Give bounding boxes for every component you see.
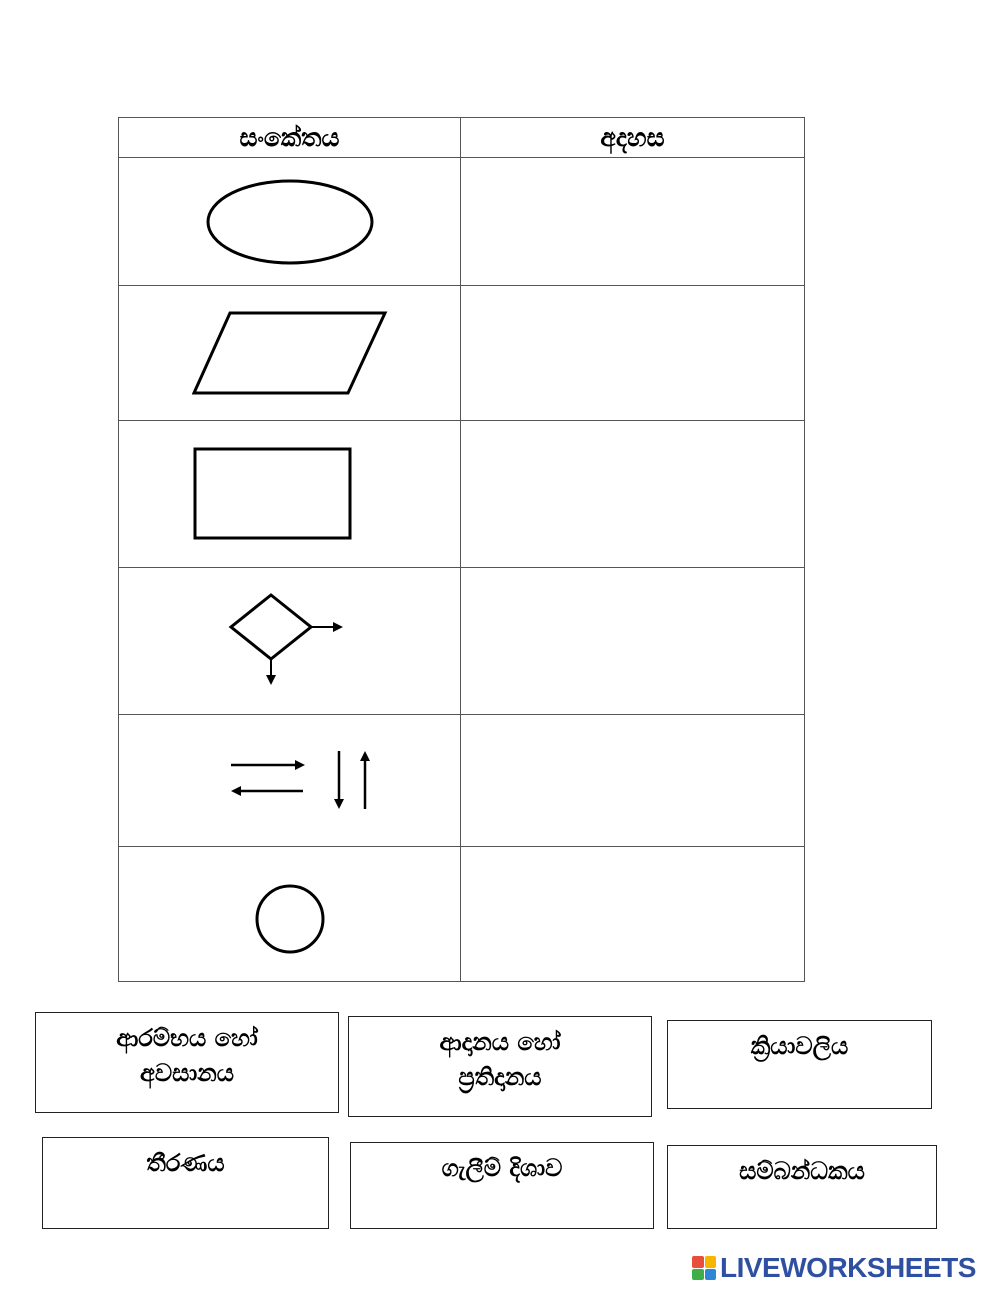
card-line: ආදානය හෝ bbox=[439, 1028, 561, 1056]
table-row bbox=[119, 421, 805, 568]
diamond-decision-icon bbox=[227, 591, 347, 691]
answer-card-decision[interactable] bbox=[42, 1137, 329, 1229]
table-header-row bbox=[119, 118, 805, 158]
card-line: ආරම්භය හෝ bbox=[116, 1024, 258, 1052]
circle-connector-icon bbox=[254, 883, 326, 955]
meaning-drop-zone-3[interactable] bbox=[461, 421, 805, 568]
flow-arrows-icon bbox=[229, 749, 379, 813]
meaning-drop-zone-5[interactable] bbox=[461, 715, 805, 847]
liveworksheets-logo bbox=[692, 1252, 976, 1284]
answer-card-input-output[interactable] bbox=[348, 1016, 652, 1117]
card-line: සම්බන්ධකය bbox=[739, 1157, 865, 1185]
table-row bbox=[119, 158, 805, 286]
card-line: ක්‍රියාවලිය bbox=[750, 1032, 849, 1060]
table-row bbox=[119, 715, 805, 847]
symbol-cell bbox=[119, 286, 461, 421]
answer-card-process[interactable] bbox=[667, 1020, 932, 1109]
card-line: ප්‍රතිදානය bbox=[458, 1063, 542, 1091]
rectangle-icon bbox=[193, 447, 353, 541]
table-row bbox=[119, 847, 805, 982]
symbol-meaning-table bbox=[118, 117, 805, 982]
answer-card-flow-direction[interactable] bbox=[350, 1142, 654, 1229]
card-line: තීරණය bbox=[146, 1149, 225, 1177]
meaning-drop-zone-6[interactable] bbox=[461, 847, 805, 982]
symbol-cell bbox=[119, 715, 461, 847]
meaning-drop-zone-2[interactable] bbox=[461, 286, 805, 421]
parallelogram-icon bbox=[192, 311, 388, 395]
table-row bbox=[119, 568, 805, 715]
header-meaning: අදහස bbox=[461, 118, 805, 158]
symbol-cell bbox=[119, 847, 461, 982]
meaning-drop-zone-4[interactable] bbox=[461, 568, 805, 715]
liveworksheets-logo-icon bbox=[692, 1256, 716, 1280]
table-row bbox=[119, 286, 805, 421]
symbol-cell bbox=[119, 568, 461, 715]
logo-text: LIVEWORKSHEETS bbox=[720, 1252, 976, 1283]
card-line: අවසානය bbox=[140, 1059, 234, 1087]
meaning-drop-zone-1[interactable] bbox=[461, 158, 805, 286]
symbol-cell bbox=[119, 158, 461, 286]
answer-card-connector[interactable] bbox=[667, 1145, 937, 1229]
answer-card-start-end[interactable] bbox=[35, 1012, 339, 1113]
oval-icon bbox=[205, 177, 375, 267]
symbol-cell bbox=[119, 421, 461, 568]
card-line: ගැලීම් දිශාව bbox=[441, 1154, 563, 1182]
header-symbol: සංකේතය bbox=[119, 118, 461, 158]
